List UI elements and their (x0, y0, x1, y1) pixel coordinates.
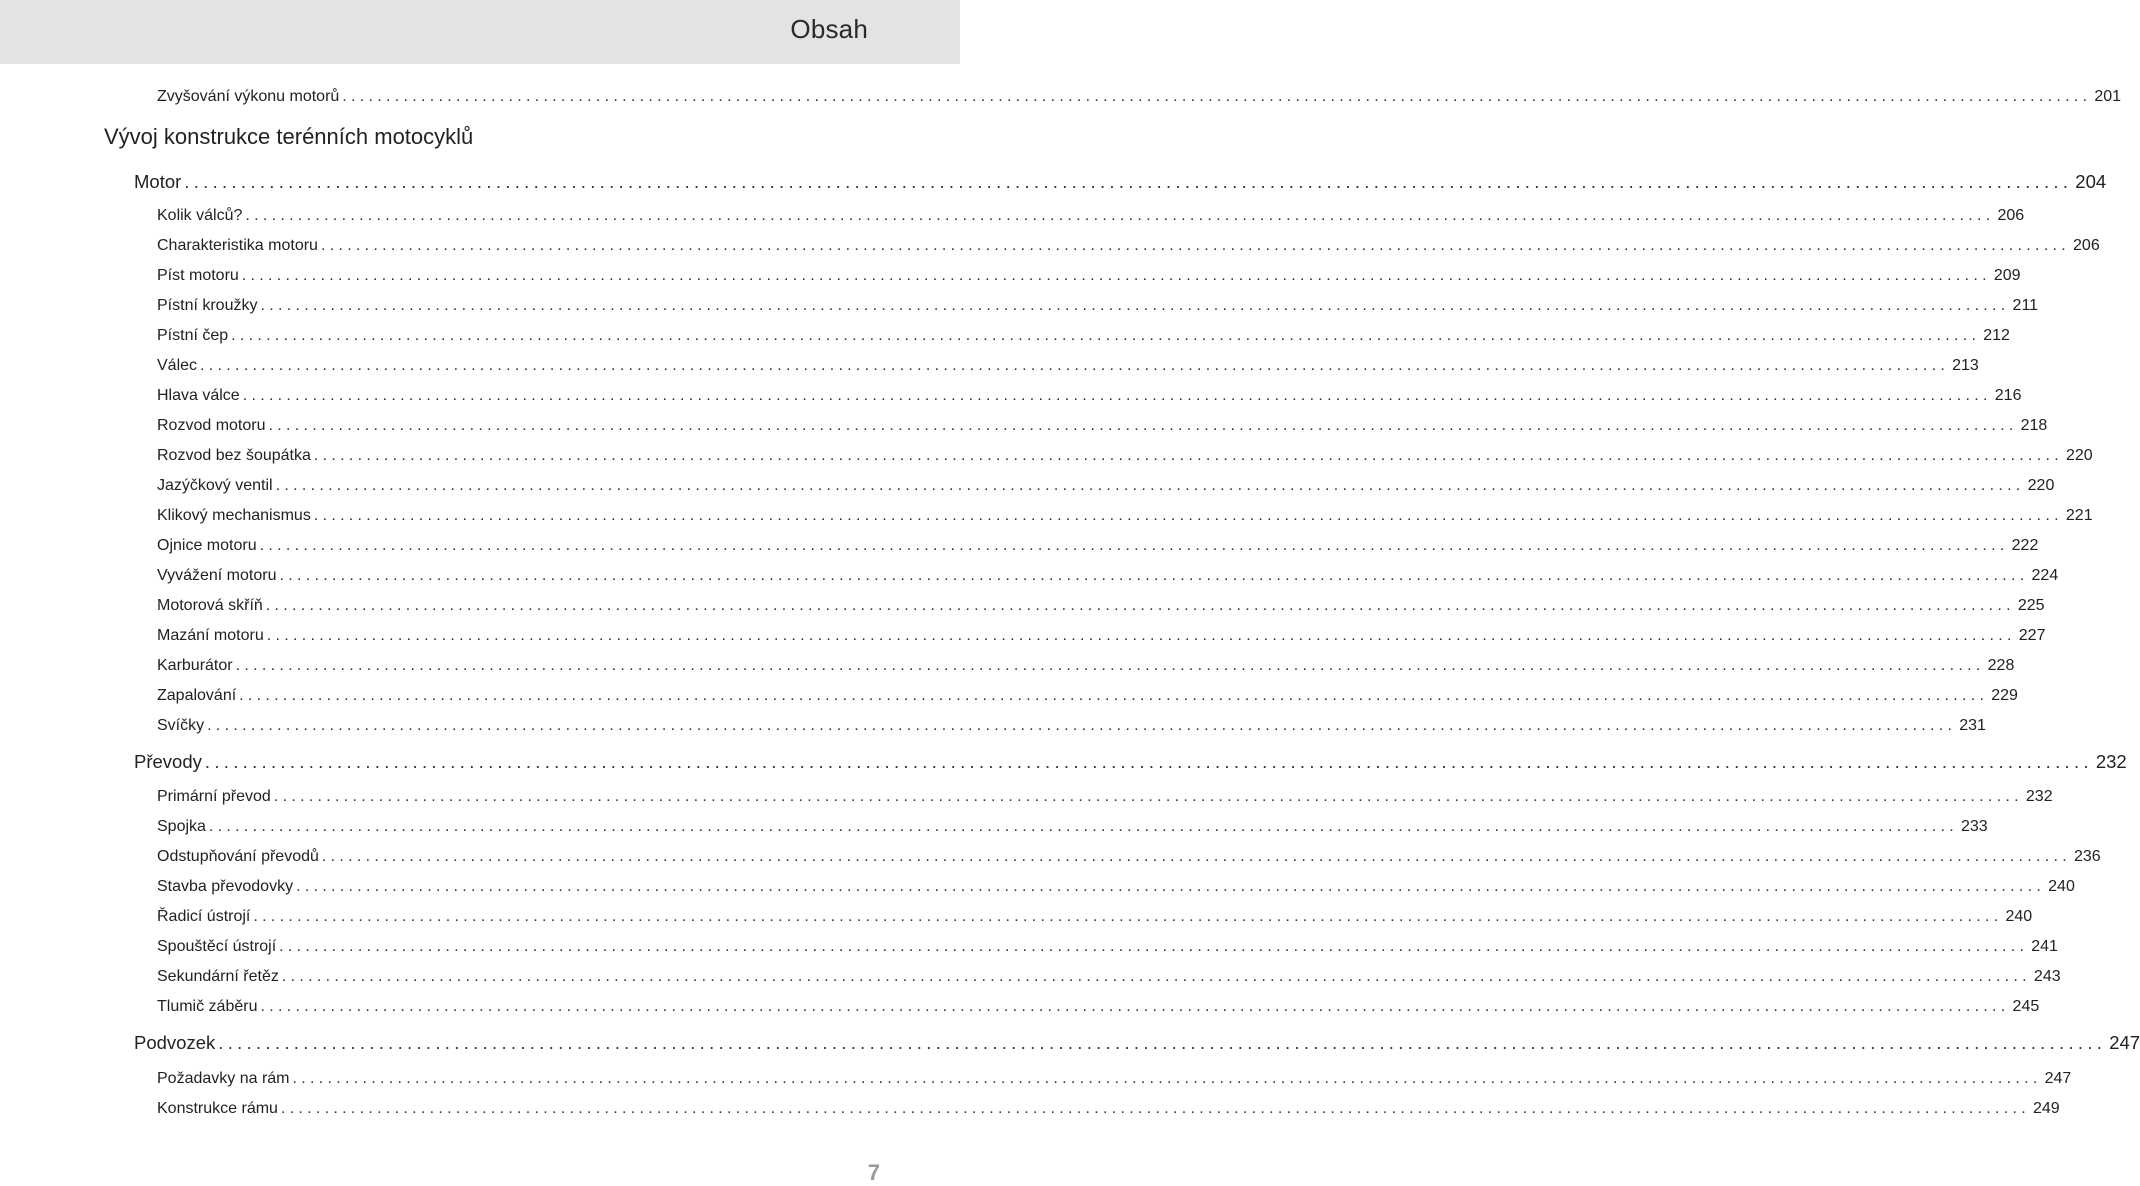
toc-entry (157, 717, 1986, 735)
toc-entry (134, 1032, 2140, 1054)
toc-entry (134, 751, 2127, 773)
toc-dot-leader: ........................................................................................................................................................................................................ (184, 171, 2073, 192)
toc-entry-title: Mazání motoru (157, 627, 264, 644)
toc-dot-leader: ........................................................................................................................................................................................................ (265, 597, 2015, 614)
toc-dot-leader: ........................................................................................................................................................................................................ (218, 1032, 2107, 1053)
toc-entry-title: Pístní kroužky (157, 297, 258, 314)
toc-entry (157, 507, 2093, 525)
page-number: 7 (867, 1160, 880, 1185)
toc-entry-title: Vyvážení motoru (157, 567, 277, 584)
toc-entry-page: 240 (2048, 878, 2075, 895)
toc-entry (157, 687, 2018, 705)
toc-entry (157, 357, 1979, 375)
toc-entry-title: Odstupňování převodů (157, 848, 319, 865)
toc-entry-page: 229 (1991, 687, 2018, 704)
toc-entry (157, 417, 2048, 435)
toc-entry-title: Stavba převodovky (157, 878, 294, 895)
toc-entry (157, 597, 2045, 615)
toc-entry-page: 211 (2012, 297, 2039, 314)
toc-dot-leader: ........................................................................................................................................................................................................ (321, 848, 2071, 865)
toc-entry-title: Sekundární řetěz (157, 968, 279, 985)
toc-entry-page: 247 (2044, 1070, 2072, 1087)
toc-dot-leader: ........................................................................................................................................................................................................ (292, 1070, 2042, 1087)
toc-entry-page: 225 (2017, 597, 2045, 614)
toc-entry-page: 231 (1959, 717, 1986, 734)
toc-dot-leader: ........................................................................................................................................................................................................ (275, 477, 2025, 494)
toc-entry-title: Požadavky na rám (157, 1070, 290, 1087)
toc-entry-page: 206 (2073, 237, 2100, 254)
toc-entry-title: Tlumič záběru (157, 998, 258, 1015)
toc-entry-title: Rozvod bez šoupátka (157, 447, 311, 464)
toc-entry-title: Karburátor (157, 657, 233, 674)
toc-entry (157, 1070, 2072, 1088)
toc-entry-page: 224 (2031, 567, 2059, 584)
toc-dot-leader: ........................................................................................................................................................................................................ (279, 938, 2029, 955)
toc-entry-page: 228 (1987, 657, 2015, 674)
toc-entry-title: Svíčky (157, 717, 205, 734)
toc-entry-title: Jazýčkový ventil (157, 477, 273, 494)
toc-entry-page: 218 (2020, 417, 2048, 434)
toc-dot-leader: ........................................................................................................................................................................................................ (266, 627, 2016, 644)
toc-dot-leader: ........................................................................................................................................................................................................ (273, 788, 2023, 805)
toc-entry-page: 245 (2012, 998, 2040, 1015)
toc-entry-page: 212 (1983, 327, 2010, 344)
toc-entry (157, 477, 2055, 495)
toc-entry-page: 249 (2033, 1100, 2060, 1117)
toc-entry (157, 537, 2039, 555)
toc-entry-page: 232 (2025, 788, 2053, 805)
toc-dot-leader: ........................................................................................................................................................................................................ (281, 968, 2031, 985)
toc-entry (157, 627, 2046, 645)
toc-entry-title: Převody (134, 751, 202, 772)
toc-entry-page: 201 (2094, 88, 2122, 105)
header-band (0, 0, 960, 64)
toc-entry (157, 237, 2100, 255)
toc-entry-title: Válec (157, 357, 198, 374)
toc-entry-page: 204 (2075, 171, 2107, 192)
toc-entry (157, 1100, 2060, 1118)
toc-entry (157, 788, 2053, 806)
toc-entry-title: Charakteristika motoru (157, 237, 318, 254)
toc-entry-page: 232 (2095, 751, 2127, 772)
toc-entry-title: Zapalování (157, 687, 237, 704)
toc-dot-leader: ........................................................................................................................................................................................................ (259, 537, 2009, 554)
toc-entry-page: 206 (1997, 207, 2025, 224)
toc-entry-title: Primární převod (157, 788, 271, 805)
toc-entry-title: Píst motoru (157, 267, 239, 284)
toc-dot-leader: ........................................................................................................................................................................................................ (342, 88, 2092, 105)
toc-entry-page: 222 (2011, 537, 2039, 554)
toc-entry-page: 243 (2033, 968, 2061, 985)
toc-dot-leader: ........................................................................................................................................................................................................ (231, 327, 1981, 344)
toc-entry (134, 171, 2107, 193)
toc-entry (157, 998, 2040, 1016)
toc-dot-leader: ........................................................................................................................................................................................................ (260, 297, 2010, 314)
toc-dot-leader: ........................................................................................................................................................................................................ (279, 567, 2029, 584)
toc-entry-page: 209 (1993, 267, 2021, 284)
toc-entry-page: 213 (1952, 357, 1979, 374)
toc-entry-page: 227 (2018, 627, 2046, 644)
toc-dot-leader: ........................................................................................................................................................................................................ (204, 751, 2093, 772)
toc-entry-title: Hlava válce (157, 387, 240, 404)
toc-dot-leader: ........................................................................................................................................................................................................ (313, 447, 2063, 464)
toc-dot-leader: ........................................................................................................................................................................................................ (296, 878, 2046, 895)
toc-entry-title: Pístní čep (157, 327, 229, 344)
toc-entry-title: Ojnice motoru (157, 537, 257, 554)
section-title: Vývoj konstrukce terénních motocyklů (104, 124, 474, 149)
toc-dot-leader: ........................................................................................................................................................................................................ (239, 687, 1989, 704)
toc-entry-page: 220 (2027, 477, 2055, 494)
toc-entry (157, 657, 2015, 675)
toc-entry (157, 968, 2061, 986)
toc-entry (157, 938, 2058, 956)
toc-entry (157, 387, 2022, 405)
toc-dot-leader: ........................................................................................................................................................................................................ (235, 657, 1985, 674)
toc-entry-title: Rozvod motoru (157, 417, 266, 434)
toc-dot-leader: ........................................................................................................................................................................................................ (313, 507, 2063, 524)
toc-dot-leader: ........................................................................................................................................................................................................ (260, 998, 2010, 1015)
toc-entry (157, 848, 2101, 866)
toc-dot-leader: ........................................................................................................................................................................................................ (280, 1100, 2030, 1117)
toc-entry (157, 207, 2025, 225)
toc-entry-page: 236 (2073, 848, 2101, 865)
toc-entry-title: Spojka (157, 818, 206, 835)
toc-entry-title: Klikový mechanismus (157, 507, 311, 524)
toc-entry-page: 233 (1960, 818, 1988, 835)
toc-entry (157, 567, 2059, 585)
page-header-title: Obsah (790, 14, 868, 44)
toc-entry-title: Motorová skříň (157, 597, 263, 614)
toc-entry (157, 267, 2021, 285)
toc-entry (157, 447, 2093, 465)
toc-dot-leader: ........................................................................................................................................................................................................ (242, 387, 1992, 404)
toc-entry (157, 878, 2075, 896)
toc-dot-leader: ........................................................................................................................................................................................................ (320, 237, 2071, 254)
toc-entry-title: Podvozek (134, 1032, 216, 1053)
toc-entry-title: Řadicí ústrojí (157, 908, 251, 925)
toc-dot-leader: ........................................................................................................................................................................................................ (207, 717, 1957, 734)
toc-entry-title: Konstrukce rámu (157, 1100, 278, 1117)
toc-entry (157, 908, 2033, 926)
toc-dot-leader: ........................................................................................................................................................................................................ (268, 417, 2018, 434)
toc-entry (157, 297, 2039, 315)
toc-entry (157, 327, 2010, 345)
toc-dot-leader: ........................................................................................................................................................................................................ (245, 207, 1995, 224)
toc-entry-page: 220 (2065, 447, 2093, 464)
toc-entry-title: Zvyšování výkonu motorů (157, 88, 340, 105)
toc-entry-title: Motor (134, 171, 182, 192)
toc-entry-title: Spouštěcí ústrojí (157, 938, 277, 955)
toc-entry (157, 818, 1988, 836)
toc-dot-leader: ........................................................................................................................................................................................................ (208, 818, 1958, 835)
toc-dot-leader: ........................................................................................................................................................................................................ (200, 357, 1950, 374)
toc-entry-page: 241 (2031, 938, 2058, 955)
toc-entry (157, 88, 2122, 106)
toc-entry-page: 247 (2109, 1032, 2140, 1053)
toc-dot-leader: ........................................................................................................................................................................................................ (241, 267, 1991, 284)
toc-dot-leader: ........................................................................................................................................................................................................ (253, 908, 2003, 925)
toc-entry-title: Kolik válců? (157, 207, 243, 224)
toc-entry-page: 221 (2065, 507, 2093, 524)
toc-entry-page: 240 (2005, 908, 2033, 925)
toc-entry-page: 216 (1994, 387, 2022, 404)
